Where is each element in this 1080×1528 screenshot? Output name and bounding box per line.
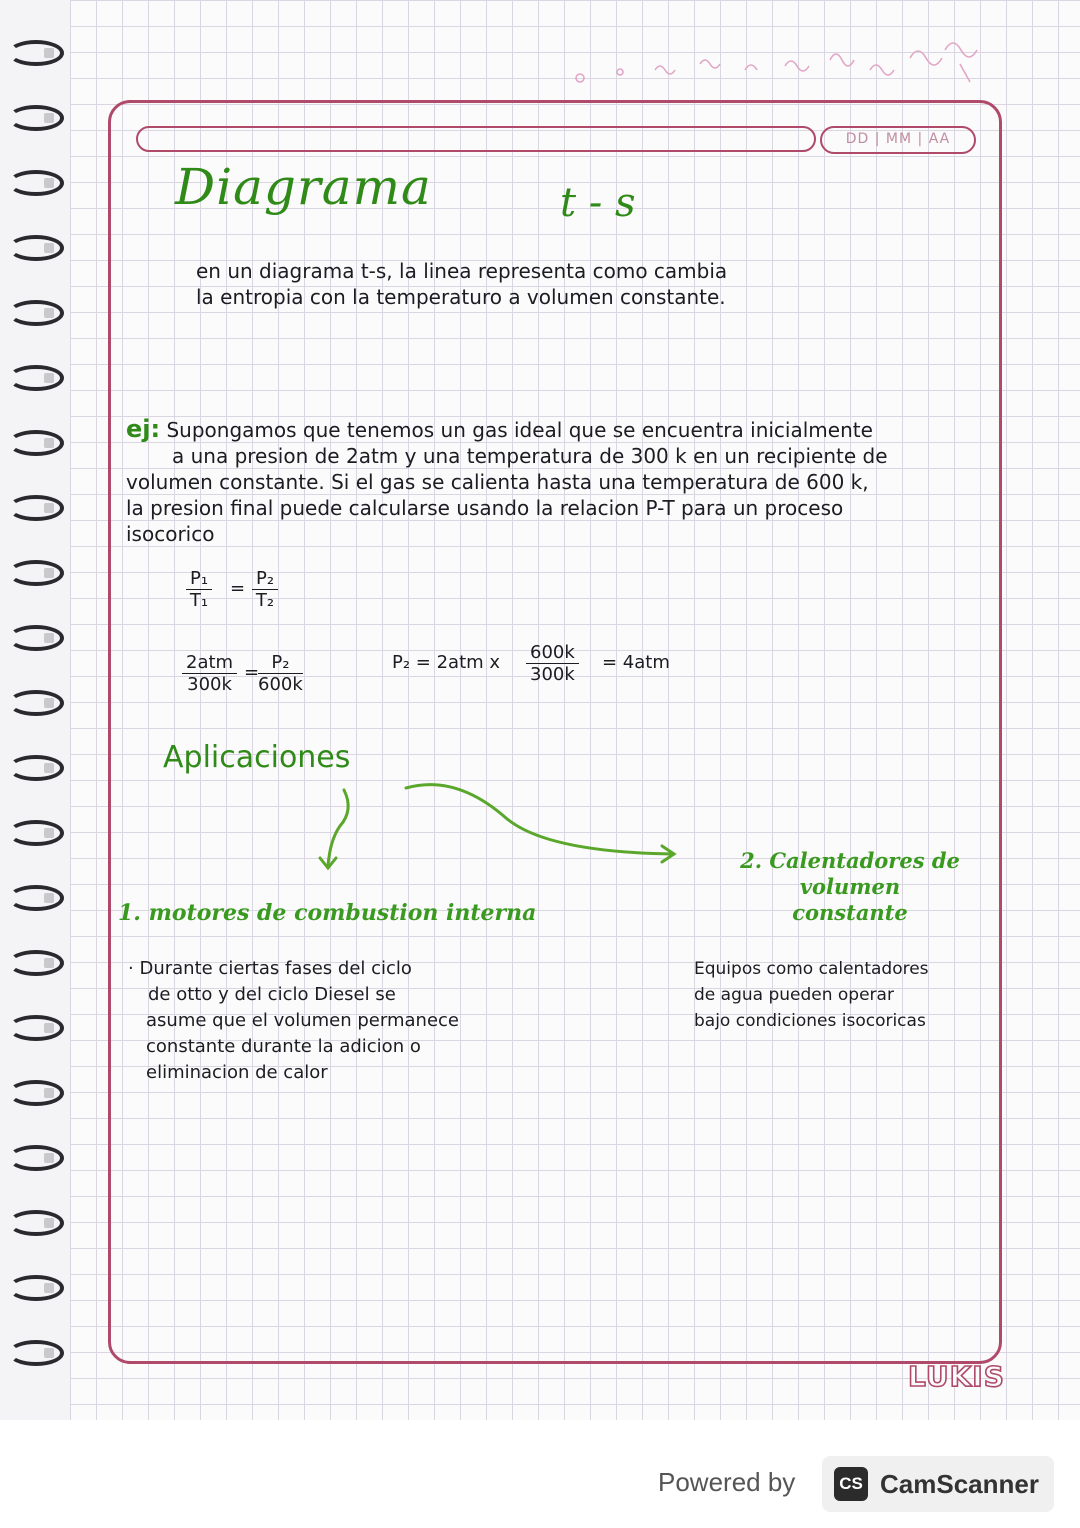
application-2-body	[694, 956, 929, 1034]
numerator: 2atm	[182, 652, 237, 674]
arrow-right	[406, 785, 672, 854]
spiral-ring	[8, 365, 64, 391]
spiral-ring	[8, 495, 64, 521]
spiral-ring	[8, 690, 64, 716]
application-1-line: de otto y del ciclo Diesel se	[148, 984, 396, 1005]
equals-sign: =	[230, 578, 246, 599]
formula-prefix: P₂ = 2atm x	[392, 652, 501, 673]
example-text: Supongamos que tenemos un gas ideal que se encuentra inicialmente	[160, 418, 873, 442]
brand-logo: LUKIS	[908, 1360, 1005, 1393]
spiral-ring	[8, 1145, 64, 1171]
intro-paragraph	[196, 258, 727, 310]
application-2-line: de agua pueden operar	[694, 985, 894, 1005]
fraction	[258, 652, 303, 695]
spiral-ring	[8, 1210, 64, 1236]
page-title-suffix: t - s	[560, 180, 636, 226]
date-field: DD | MM | AA	[820, 126, 976, 154]
arrow-down	[328, 790, 348, 866]
flower-doodles	[560, 30, 980, 90]
example-line	[126, 416, 888, 443]
application-2-line: Equipos como calentadores	[694, 959, 929, 979]
application-2-title	[710, 848, 990, 926]
application-1-line: constante durante la adicion o	[146, 1036, 421, 1057]
application-1-title: 1. motores de combustion interna	[118, 900, 537, 926]
application-2-title-line: 2. Calentadores de	[740, 848, 960, 873]
application-2-title-line: volumen	[799, 874, 901, 899]
example-line: isocorico	[126, 522, 215, 546]
arrows	[300, 780, 700, 880]
spiral-ring	[8, 1275, 64, 1301]
example-line: volumen constante. Si el gas se calienta hasta una temperatura de 600 k,	[126, 470, 869, 494]
fraction	[526, 642, 579, 685]
example-label: ej:	[126, 415, 161, 443]
fraction	[252, 568, 278, 611]
numerator: P₁	[186, 568, 212, 590]
spiral-ring	[8, 755, 64, 781]
title-bar	[136, 126, 816, 152]
application-2-title-line: constante	[792, 900, 908, 925]
fraction	[186, 568, 212, 611]
application-1-line: asume que el volumen permanece	[146, 1010, 459, 1031]
intro-line: la entropia con la temperaturo a volumen constante.	[196, 285, 726, 309]
page-title: Diagrama	[175, 158, 432, 216]
camscanner-name: CamScanner	[880, 1469, 1039, 1499]
fraction	[182, 652, 237, 695]
application-1-line: eliminacion de calor	[146, 1062, 328, 1083]
spiral-ring	[8, 560, 64, 586]
equals-sign: =	[244, 662, 260, 683]
numerator: P₂	[252, 568, 278, 590]
application-1-line	[128, 956, 459, 982]
camscanner-logo-icon: CS	[834, 1467, 868, 1501]
application-2-line: bajo condiciones isocoricas	[694, 1011, 926, 1031]
spiral-ring	[8, 235, 64, 261]
spiral-ring	[8, 625, 64, 651]
numerator: 600k	[526, 642, 579, 664]
example-line: la presion final puede calcularse usando la relacion P-T para un proceso	[126, 496, 844, 520]
spiral-ring	[8, 430, 64, 456]
intro-line: en un diagrama t-s, la linea representa como cambia	[196, 259, 728, 283]
application-1-body	[128, 956, 459, 1086]
spiral-ring	[8, 885, 64, 911]
example-paragraph	[126, 416, 888, 547]
denominator: 600k	[258, 674, 303, 695]
powered-by-text: Powered by	[658, 1467, 796, 1497]
denominator: 300k	[530, 664, 575, 685]
spiral-binding	[0, 40, 70, 1380]
example-line: a una presion de 2atm y una temperatura de 300 k en un recipiente de	[172, 444, 888, 468]
bullet-icon: ·	[128, 958, 134, 979]
numerator: P₂	[258, 652, 303, 674]
applications-heading: Aplicaciones	[163, 740, 351, 775]
spiral-ring	[8, 170, 64, 196]
denominator: 300k	[187, 674, 232, 695]
spiral-ring	[8, 1015, 64, 1041]
spiral-ring	[8, 950, 64, 976]
spiral-ring	[8, 1340, 64, 1366]
spiral-ring	[8, 300, 64, 326]
application-1-text: Durante ciertas fases del ciclo	[139, 958, 412, 979]
spiral-ring	[8, 40, 64, 66]
spiral-ring	[8, 820, 64, 846]
formula-result: = 4atm	[602, 652, 670, 673]
denominator: T₂	[255, 590, 275, 611]
spiral-ring	[8, 105, 64, 131]
spiral-ring	[8, 1080, 64, 1106]
denominator: T₁	[189, 590, 209, 611]
